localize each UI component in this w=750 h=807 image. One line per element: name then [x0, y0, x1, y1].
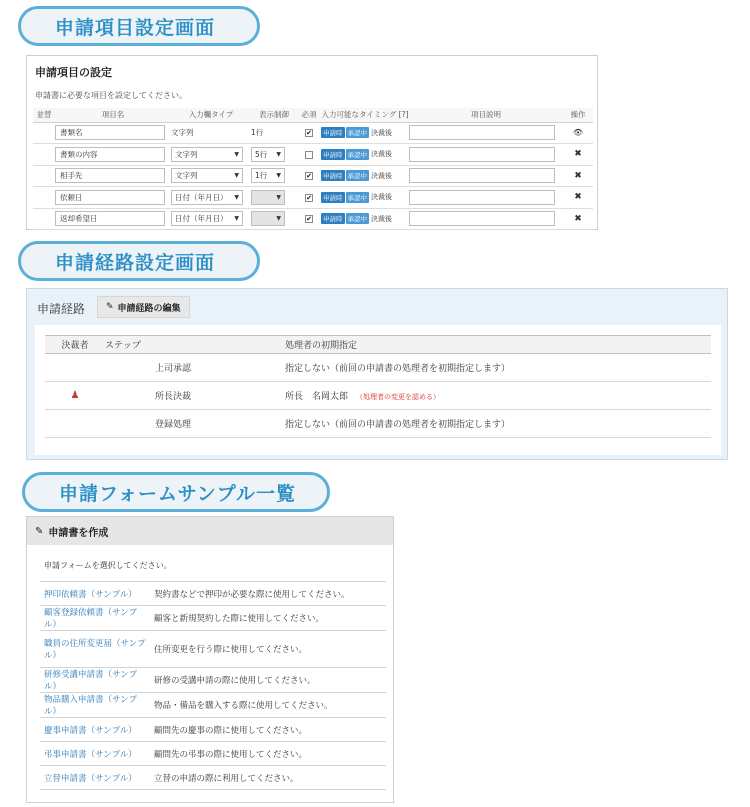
- header-item-description: 項目説明: [409, 108, 563, 122]
- form-link[interactable]: 職員の住所変更届（サンプル）: [40, 631, 150, 668]
- item-row: [33, 165, 593, 187]
- item-name-cell: [55, 208, 171, 230]
- operation-cell: [563, 208, 593, 230]
- item-name-cell: [55, 187, 171, 209]
- delete-icon[interactable]: ✖: [574, 192, 582, 203]
- form-description: 研修の受講申請の際に使用してください。: [150, 668, 386, 693]
- header-display-control: 表示制御: [251, 108, 297, 122]
- item-name-cell: [55, 122, 171, 144]
- form-list-item: [40, 668, 386, 693]
- display-control-cell: [251, 144, 297, 166]
- display-control-select[interactable]: 5行 ▼: [251, 147, 285, 162]
- step-name: 登録処理: [105, 410, 285, 438]
- required-checkbox[interactable]: ✔: [306, 215, 312, 224]
- display-control-cell: [251, 208, 297, 230]
- route-table-container: [35, 325, 721, 455]
- form-link[interactable]: 慶事申請書（サンプル）: [40, 718, 150, 742]
- timing-apply-button[interactable]: 申請時: [323, 129, 343, 138]
- input-type-cell: [171, 165, 251, 187]
- select-form-instruction: 申請フォームを選択してください。: [44, 561, 172, 570]
- default-assignee-text: 指定しない（前回の申請書の処理者を初期指定します）: [285, 364, 511, 374]
- form-description: 立替の申請の際に利用してください。: [150, 766, 386, 790]
- route-step-row: [45, 410, 711, 438]
- form-link[interactable]: 顧客登録依頼書（サンプル）: [40, 606, 150, 631]
- operation-cell: [563, 122, 593, 144]
- approver-cell: [45, 382, 105, 410]
- form-list-item: [40, 742, 386, 766]
- required-checkbox[interactable]: ✔: [306, 172, 312, 181]
- header-input-type: 入力欄タイプ: [171, 108, 251, 122]
- route-title: 申請経路: [37, 302, 86, 316]
- default-assignee-text: 所長 名岡太郎: [285, 392, 349, 402]
- timing-cell: [321, 165, 409, 187]
- header-operation: 操作: [563, 108, 593, 122]
- header-timing: 入力可能なタイミング [?]: [321, 108, 409, 122]
- item-row: [33, 187, 593, 209]
- required-cell: [297, 187, 321, 209]
- item-name-input[interactable]: 書類の内容: [55, 147, 165, 162]
- item-description-cell: [409, 208, 563, 230]
- timing-apply-button[interactable]: 申請時: [323, 172, 343, 181]
- section-title-route-settings: 申請経路設定画面: [18, 241, 260, 281]
- item-description-input[interactable]: [409, 190, 555, 205]
- item-name-input[interactable]: 依頼日: [55, 190, 165, 205]
- input-type-text: 文字列: [171, 128, 194, 138]
- section-title-item-settings: 申請項目設定画面: [18, 6, 260, 46]
- header-required: 必須: [297, 108, 321, 122]
- item-description-cell: [409, 144, 563, 166]
- form-list-item: [40, 582, 386, 606]
- required-cell: [297, 122, 321, 144]
- timing-after-label: 決裁後: [371, 150, 392, 159]
- timing-after-label: 決裁後: [371, 193, 392, 202]
- delete-icon[interactable]: ✖: [574, 149, 582, 160]
- item-description-cell: [409, 187, 563, 209]
- delete-icon[interactable]: ✖: [574, 213, 582, 224]
- timing-apply-button[interactable]: 申請時: [323, 193, 343, 202]
- edit-route-button[interactable]: [97, 296, 190, 318]
- form-link[interactable]: 立替申請書（サンプル）: [40, 766, 150, 790]
- assignee-change-note: （処理者の変更を認める）: [356, 393, 441, 401]
- edit-route-label: 申請経路の編集: [117, 303, 181, 314]
- form-description: 顧問先の慶事の際に使用してください。: [150, 718, 386, 742]
- form-list-item: [40, 606, 386, 631]
- form-link[interactable]: 研修受講申請書（サンプル）: [40, 668, 150, 693]
- required-checkbox[interactable]: [305, 151, 313, 159]
- default-assignee-cell: [285, 410, 711, 438]
- timing-after-label: 決裁後: [371, 171, 392, 180]
- form-description: 顧客と新規契約した際に使用してください。: [150, 606, 386, 631]
- item-name-input[interactable]: 返却希望日: [55, 211, 165, 226]
- timing-after-label: 決裁後: [371, 214, 392, 223]
- form-list-item: [40, 693, 386, 718]
- pencil-icon: ✎: [35, 525, 44, 537]
- item-settings-table: [33, 108, 593, 230]
- form-list: [40, 581, 386, 790]
- item-name-cell: [55, 165, 171, 187]
- item-description-input[interactable]: [409, 211, 555, 226]
- required-checkbox[interactable]: ✔: [306, 129, 312, 138]
- item-settings-title: 申請項目の設定: [35, 66, 112, 79]
- form-description: 住所変更を行う際に使用してください。: [150, 631, 386, 668]
- approver-cell: [45, 410, 105, 438]
- item-description-cell: [409, 122, 563, 144]
- timing-approving-button[interactable]: 承認中: [347, 215, 367, 224]
- default-assignee-cell: [285, 382, 711, 410]
- approver-cell: [45, 354, 105, 382]
- form-description: 物品・備品を購入する際に使用してください。: [150, 693, 386, 718]
- header-approver: 決裁者: [45, 336, 105, 354]
- item-description-input[interactable]: [409, 125, 555, 140]
- default-assignee-cell: [285, 354, 711, 382]
- sort-cell[interactable]: [33, 165, 55, 187]
- form-description: 顧問先の弔事の際に使用してください。: [150, 742, 386, 766]
- display-control-select-disabled: ▼: [251, 211, 285, 226]
- form-list-item: [40, 766, 386, 790]
- input-type-select[interactable]: 日付（年月日） ▼: [171, 190, 243, 205]
- required-cell: [297, 144, 321, 166]
- item-row: [33, 208, 593, 230]
- form-link[interactable]: 弔事申請書（サンプル）: [40, 742, 150, 766]
- item-row: [33, 122, 593, 144]
- timing-approving-button[interactable]: 承認中: [347, 129, 367, 138]
- item-description-input[interactable]: [409, 147, 555, 162]
- create-request-title: 申請書を作成: [48, 527, 109, 539]
- header-step: ステップ: [105, 336, 285, 354]
- input-type-select[interactable]: 日付（年月日） ▼: [171, 211, 243, 226]
- delete-icon[interactable]: ✖: [574, 170, 582, 181]
- route-settings-panel: [26, 288, 728, 460]
- form-link[interactable]: 物品購入申請書（サンプル）: [40, 693, 150, 718]
- route-step-row: [45, 354, 711, 382]
- display-control-cell: [251, 122, 297, 144]
- display-control-select[interactable]: 1行 ▼: [251, 168, 285, 183]
- header-sort: 並替: [33, 108, 55, 122]
- sort-cell[interactable]: [33, 187, 55, 209]
- header-item-name: 項目名: [55, 108, 171, 122]
- form-link[interactable]: 押印依頼書（サンプル）: [40, 582, 150, 606]
- sort-cell[interactable]: [33, 122, 55, 144]
- timing-cell: [321, 208, 409, 230]
- create-request-panel: [26, 516, 394, 803]
- item-row: [33, 144, 593, 166]
- display-control-select-disabled: ▼: [251, 190, 285, 205]
- item-name-input[interactable]: 書類名: [55, 125, 165, 140]
- default-assignee-text: 指定しない（前回の申請書の処理者を初期指定します）: [285, 420, 511, 430]
- timing-approving-button[interactable]: 承認中: [347, 193, 367, 202]
- item-description-input[interactable]: [409, 168, 555, 183]
- timing-approving-button[interactable]: 承認中: [347, 172, 367, 181]
- required-cell: [297, 208, 321, 230]
- timing-cell: [321, 122, 409, 144]
- item-name-input[interactable]: 相手先: [55, 168, 165, 183]
- route-step-row: [45, 382, 711, 410]
- pencil-icon: ✎: [106, 302, 114, 312]
- step-name: 上司承認: [105, 354, 285, 382]
- form-list-item: [40, 718, 386, 742]
- item-settings-description: 申請書に必要な項目を設定してください。: [35, 91, 187, 100]
- display-control-cell: [251, 165, 297, 187]
- step-name: 所長決裁: [105, 382, 285, 410]
- input-type-select[interactable]: 文字列 ▼: [171, 168, 243, 183]
- section-title-form-samples: 申請フォームサンプル一覧: [22, 472, 330, 512]
- operation-cell: [563, 165, 593, 187]
- form-description: 契約書などで押印が必要な際に使用してください。: [150, 582, 386, 606]
- required-checkbox[interactable]: ✔: [306, 193, 312, 202]
- timing-apply-button[interactable]: 申請時: [323, 215, 343, 224]
- item-settings-panel: [26, 55, 598, 230]
- input-type-cell: [171, 122, 251, 144]
- input-type-cell: [171, 187, 251, 209]
- approver-person-icon: ♟: [70, 390, 80, 401]
- required-cell: [297, 165, 321, 187]
- input-type-cell: [171, 144, 251, 166]
- item-description-cell: [409, 165, 563, 187]
- eye-icon[interactable]: 👁: [572, 128, 584, 138]
- form-list-item: [40, 631, 386, 668]
- input-type-select[interactable]: 文字列 ▼: [171, 147, 243, 162]
- sort-cell[interactable]: [33, 144, 55, 166]
- operation-cell: [563, 187, 593, 209]
- timing-cell: [321, 144, 409, 166]
- timing-apply-button[interactable]: 申請時: [323, 150, 343, 159]
- display-control-text: 1行: [251, 128, 264, 138]
- sort-cell[interactable]: [33, 208, 55, 230]
- input-type-cell: [171, 208, 251, 230]
- display-control-cell: [251, 187, 297, 209]
- create-request-header: [27, 517, 393, 545]
- timing-after-label: 決裁後: [371, 128, 392, 137]
- timing-cell: [321, 187, 409, 209]
- route-table: [45, 335, 711, 438]
- operation-cell: [563, 144, 593, 166]
- timing-approving-button[interactable]: 承認中: [347, 150, 367, 159]
- header-default-assignee: 処理者の初期指定: [285, 336, 711, 354]
- item-name-cell: [55, 144, 171, 166]
